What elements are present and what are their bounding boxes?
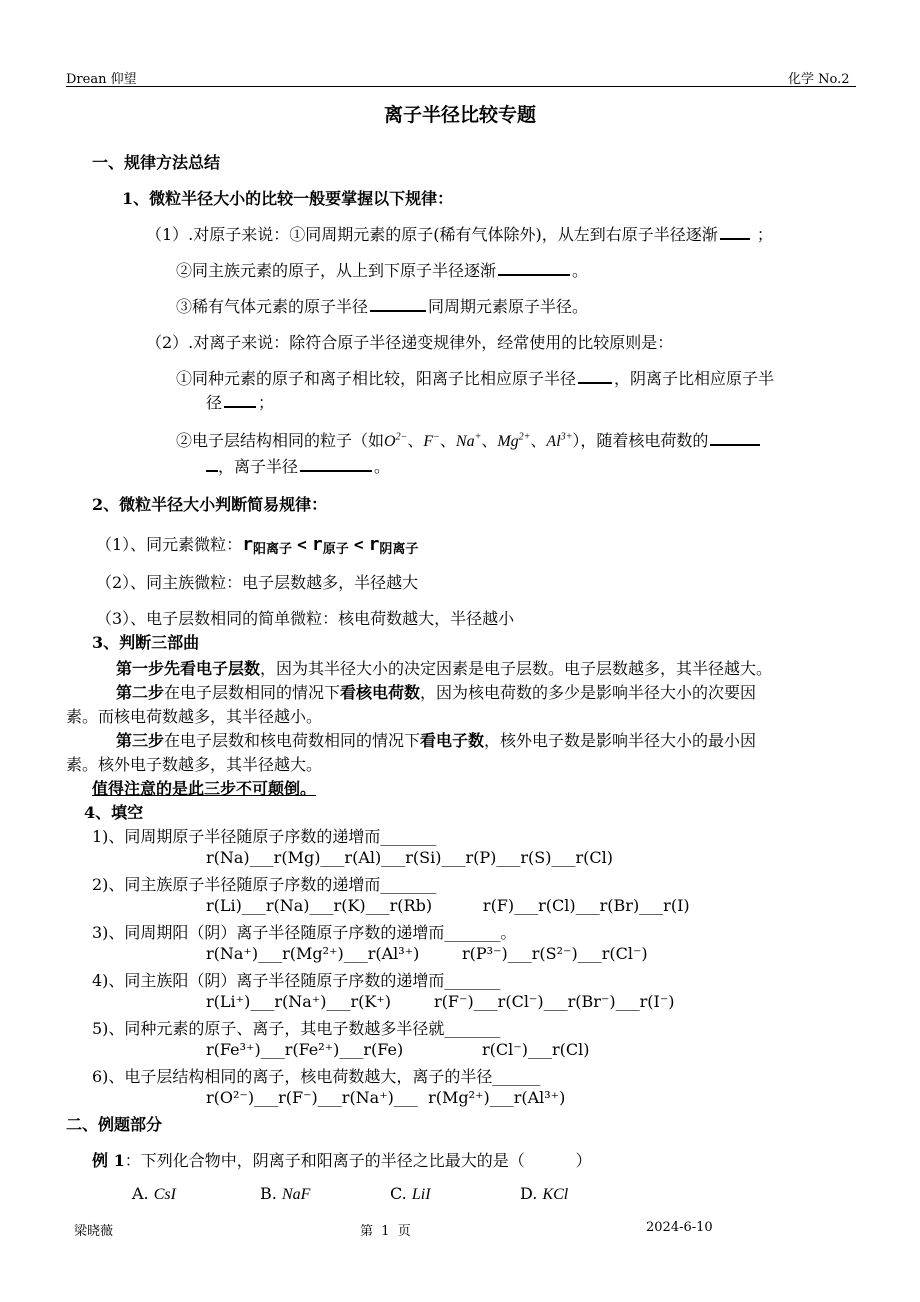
- option-b: B. NaF: [260, 1184, 311, 1203]
- fill-q3-row-a: r(Na⁺)___r(Mg²⁺)___r(Al³⁺): [206, 944, 420, 963]
- fill-q5: 5)、同种元素的原子、离子，其电子数越多半径就_______: [92, 1019, 501, 1038]
- option-c: C. LiI: [390, 1184, 431, 1203]
- fill-in-heading: 4、填空: [84, 803, 144, 822]
- fill-q4: 4)、同主族阳（阴）离子半径随原子序数的递增而_______: [92, 971, 501, 990]
- fill-q3: 3)、同周期阳（阴）离子半径随原子序数的递增而_______。: [92, 923, 517, 942]
- header-right: 化学 No.2: [788, 72, 850, 87]
- simple-rules-heading: 2、微粒半径大小判断简易规律：: [92, 495, 328, 514]
- page-title: 离子半径比较专题: [383, 104, 536, 126]
- fill-q6: 6)、电子层结构相同的离子，核电荷数越大，离子的半径______: [92, 1067, 541, 1086]
- step-2-cont: 素。而核电荷数越多，其半径越小。: [66, 707, 323, 726]
- rule-ion-same-element-cont: 径 ；: [206, 393, 275, 412]
- fill-q5-row-b: r(Cl⁻)___r(Cl): [482, 1040, 590, 1059]
- footer-left: 梁晓薇: [74, 1224, 114, 1239]
- ion-formula: $Al^{3+}$: [546, 431, 573, 450]
- fill-q6-row: r(O²⁻)___r(F⁻)___r(Na⁺)___ r(Mg²⁺)___r(Al³⁺): [206, 1088, 566, 1107]
- rule-isoelectronic: ②电子层结构相同的粒子（如$O^{2-}$、F−、Na+、$Mg^{2+}$、$Al^{3+}$），随着核电荷数的: [176, 428, 760, 451]
- step-1: 第一步先看电子层数，因为其半径大小的决定因素是电子层数。电子层数越多，其半径越大。: [116, 659, 773, 678]
- rule-noble-gas: ③稀有气体元素的原子半径 同周期元素原子半径。: [176, 297, 589, 316]
- blank: [300, 458, 372, 472]
- fill-q1: 1)、同周期原子半径随原子序数的递增而_______: [92, 827, 437, 846]
- ion-formula: $O^{2-}$: [384, 431, 408, 450]
- simple-rule-2: （2）、同主族微粒：电子层数越多，半径越大: [96, 573, 419, 592]
- ion-formula: Na+: [455, 431, 482, 450]
- simple-rule-3: （3）、电子层数相同的简单微粒：核电荷数越大，半径越小: [96, 609, 515, 628]
- blank: [720, 226, 750, 240]
- rule-atom-group: ②同主族元素的原子，从上到下原子半径逐渐 。: [176, 261, 589, 280]
- rule-isoelectronic-cont: ，离子半径 。: [206, 454, 390, 477]
- header-rule: [66, 86, 856, 87]
- fill-q4-row-b: r(F⁻)___r(Cl⁻)___r(Br⁻)___r(I⁻): [434, 992, 675, 1011]
- header-left: Drean 仰望: [66, 72, 137, 87]
- fill-q3-row-b: r(P³⁻)___r(S²⁻)___r(Cl⁻): [462, 944, 648, 963]
- blank: [498, 262, 570, 276]
- section-1-heading: 一、规律方法总结: [92, 153, 221, 172]
- blank: [370, 298, 426, 312]
- step-2: 第二步在电子层数相同的情况下看核电荷数，因为核电荷数的多少是影响半径大小的次要因: [116, 683, 757, 702]
- blank: [206, 458, 218, 472]
- footer-page: 第 1 页: [360, 1224, 411, 1239]
- steps-note: 值得注意的是此三步不可颠倒。: [92, 779, 317, 798]
- rule-ion-intro: （2）.对离子来说：除符合原子半径递变规律外，经常使用的比较原则是：: [146, 333, 674, 352]
- option-a: A. CsI: [132, 1184, 176, 1203]
- rules-heading: 1、微粒半径大小的比较一般要掌握以下规律：: [122, 189, 454, 208]
- fill-q2-row: r(Li)___r(Na)___r(K)___r(Rb) r(F)___r(Cl)___r(Br)___r(I): [206, 896, 690, 915]
- fill-q5-row-a: r(Fe³⁺)___r(Fe²⁺)___r(Fe): [206, 1040, 404, 1059]
- blank: [224, 394, 256, 408]
- step-3: 第三步在电子层数和核电荷数相同的情况下看电子数，核外电子数是影响半径大小的最小因: [116, 731, 757, 750]
- section-2-heading: 二、例题部分: [66, 1115, 163, 1134]
- rule-ion-same-element: ①同种元素的原子和离子相比较，阳离子比相应原子半径 ，阴离子比相应原子半: [176, 369, 775, 388]
- blank: [710, 432, 760, 446]
- rule-atom-period: （1）.对原子来说：①同周期元素的原子(稀有气体除外)，从左到右原子半径逐渐 ；: [146, 225, 773, 244]
- step-3-cont: 素。核外电子数越多，其半径越大。: [66, 755, 323, 774]
- three-steps-heading: 3、判断三部曲: [92, 633, 200, 652]
- fill-q1-row: r(Na)___r(Mg)___r(Al)___r(Si)___r(P)___r(S)___r(Cl): [206, 848, 613, 867]
- option-d: D. KCl: [520, 1184, 569, 1203]
- fill-q2: 2)、同主族原子半径随原子序数的递增而_______: [92, 875, 437, 894]
- footer-date: 2024-6-10: [646, 1220, 713, 1235]
- ion-formula: F−: [423, 431, 440, 450]
- simple-rule-1: （1）、同元素微粒：$r_{阳离子} < r_{原子} < r_{阴离子}$: [96, 534, 419, 557]
- example-1: 例 1：下列化合物中，阴离子和阳离子的半径之比最大的是（ ）: [92, 1151, 592, 1170]
- fill-q4-row-a: r(Li⁺)___r(Na⁺)___r(K⁺): [206, 992, 391, 1011]
- blank: [578, 370, 612, 384]
- ion-formula: $Mg^{2+}$: [497, 431, 531, 450]
